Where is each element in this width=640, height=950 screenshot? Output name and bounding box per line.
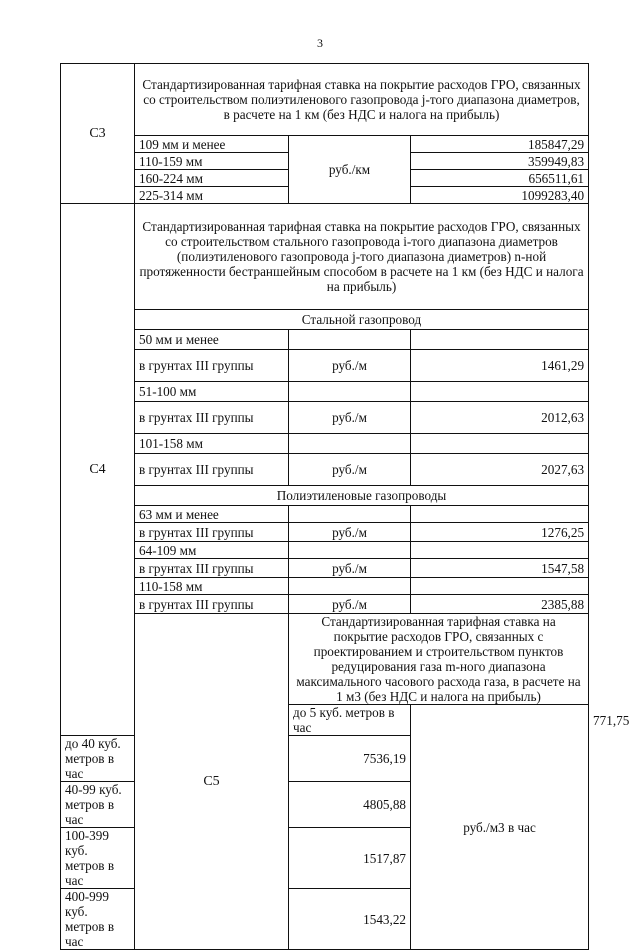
c5-code: С5 — [135, 614, 289, 950]
table-row — [61, 454, 589, 486]
c4-range: 101-158 мм — [135, 434, 289, 454]
table-row — [61, 578, 589, 595]
c4-code: С4 — [61, 204, 135, 736]
c3-unit: руб./км — [289, 136, 411, 204]
c5-value: 7536,19 — [289, 736, 411, 782]
c4-range: 51-100 мм — [135, 382, 289, 402]
c5-heading: Стандартизированная тарифная ставка на покрытие расходов ГРО, связанных с проектированием и строительством пунктов редуцирования газа m-ного диапазона максимального часового расхода газа, в расчете на 1 м3 (без НДС и налога на прибыль) — [289, 614, 589, 705]
table-row — [61, 350, 589, 382]
c3-heading-row — [61, 64, 589, 136]
table-row: до 5 куб. метров в час руб./м3 в час 771,75 — [61, 705, 589, 736]
table-row — [61, 434, 589, 454]
c3-value: 359949,83 — [411, 153, 589, 170]
c3-heading: Стандартизированная тарифная ставка на покрытие расходов ГРО, связанных со строительством полиэтиленового газопровода j-того диапазона диаметров, в расчете на 1 км (без НДС и налога на прибыль) — [135, 64, 589, 136]
c3-range: 109 мм и менее — [135, 136, 289, 153]
c5-range: 40-99 куб. метров в час — [61, 782, 135, 828]
c4-unit: руб./м — [289, 595, 411, 614]
c4-range: 110-158 мм — [135, 578, 289, 595]
tariff-table — [60, 63, 630, 950]
c4-value: 2385,88 — [411, 595, 589, 614]
c5-value: 4805,88 — [289, 782, 411, 828]
c4-heading-row — [61, 204, 589, 310]
c4-poly-title-row — [61, 486, 589, 506]
c3-value: 185847,29 — [411, 136, 589, 153]
c4-heading: Стандартизированная тарифная ставка на покрытие расходов ГРО, связанных со строительством стального газопровода i-того диапазона диаметров (полиэтиленового газопровода j-того диапазона диаметров) n-ной протяженности бестраншейным способом в расчете на 1 км (без НДС и налога на прибыль) — [135, 204, 589, 310]
table-row — [61, 402, 589, 434]
c3-range: 110-159 мм — [135, 153, 289, 170]
c5-range: 100-399 куб. метров в час — [61, 828, 135, 889]
c5-value: 1517,87 — [289, 828, 411, 889]
c4-steel-title-row — [61, 310, 589, 330]
c4-soil: в грунтах III группы — [135, 523, 289, 542]
table-row — [61, 523, 589, 542]
c5-value: 1543,22 — [289, 889, 411, 950]
c4-soil: в грунтах III группы — [135, 454, 289, 486]
c4-unit: руб./м — [289, 350, 411, 382]
c5-range: до 40 куб. метров в час — [61, 736, 135, 782]
table-row — [61, 595, 589, 614]
c4-value: 1461,29 — [411, 350, 589, 382]
c4-soil: в грунтах III группы — [135, 595, 289, 614]
c4-value: 2012,63 — [411, 402, 589, 434]
c5-range: 400-999 куб. метров в час — [61, 889, 135, 950]
c3-code: С3 — [61, 64, 135, 204]
table-row — [61, 506, 589, 523]
table-row — [61, 559, 589, 578]
table-row — [61, 136, 589, 153]
c4-unit: руб./м — [289, 559, 411, 578]
c4-steel-title: Стальной газопровод — [135, 310, 589, 330]
c4-range: 63 мм и менее — [135, 506, 289, 523]
c4-soil: в грунтах III группы — [135, 350, 289, 382]
c3-value: 1099283,40 — [411, 187, 589, 204]
c3-range: 225-314 мм — [135, 187, 289, 204]
c4-range: 64-109 мм — [135, 542, 289, 559]
c4-value: 2027,63 — [411, 454, 589, 486]
c3-range: 160-224 мм — [135, 170, 289, 187]
c4-unit: руб./м — [289, 454, 411, 486]
c4-range: 50 мм и менее — [135, 330, 289, 350]
table-row — [61, 382, 589, 402]
c4-poly-title: Полиэтиленовые газопроводы — [135, 486, 589, 506]
c4-value: 1547,58 — [411, 559, 589, 578]
c4-soil: в грунтах III группы — [135, 559, 289, 578]
table-row — [61, 542, 589, 559]
c3-value: 656511,61 — [411, 170, 589, 187]
c4-unit: руб./м — [289, 402, 411, 434]
c5-unit: руб./м3 в час — [411, 705, 589, 950]
c5-heading-row — [61, 614, 589, 705]
c5-range: до 5 куб. метров в час — [289, 705, 411, 736]
c4-unit: руб./м — [289, 523, 411, 542]
table-row — [61, 330, 589, 350]
page-number: 3 — [317, 36, 323, 50]
c4-soil: в грунтах III группы — [135, 402, 289, 434]
c4-value: 1276,25 — [411, 523, 589, 542]
